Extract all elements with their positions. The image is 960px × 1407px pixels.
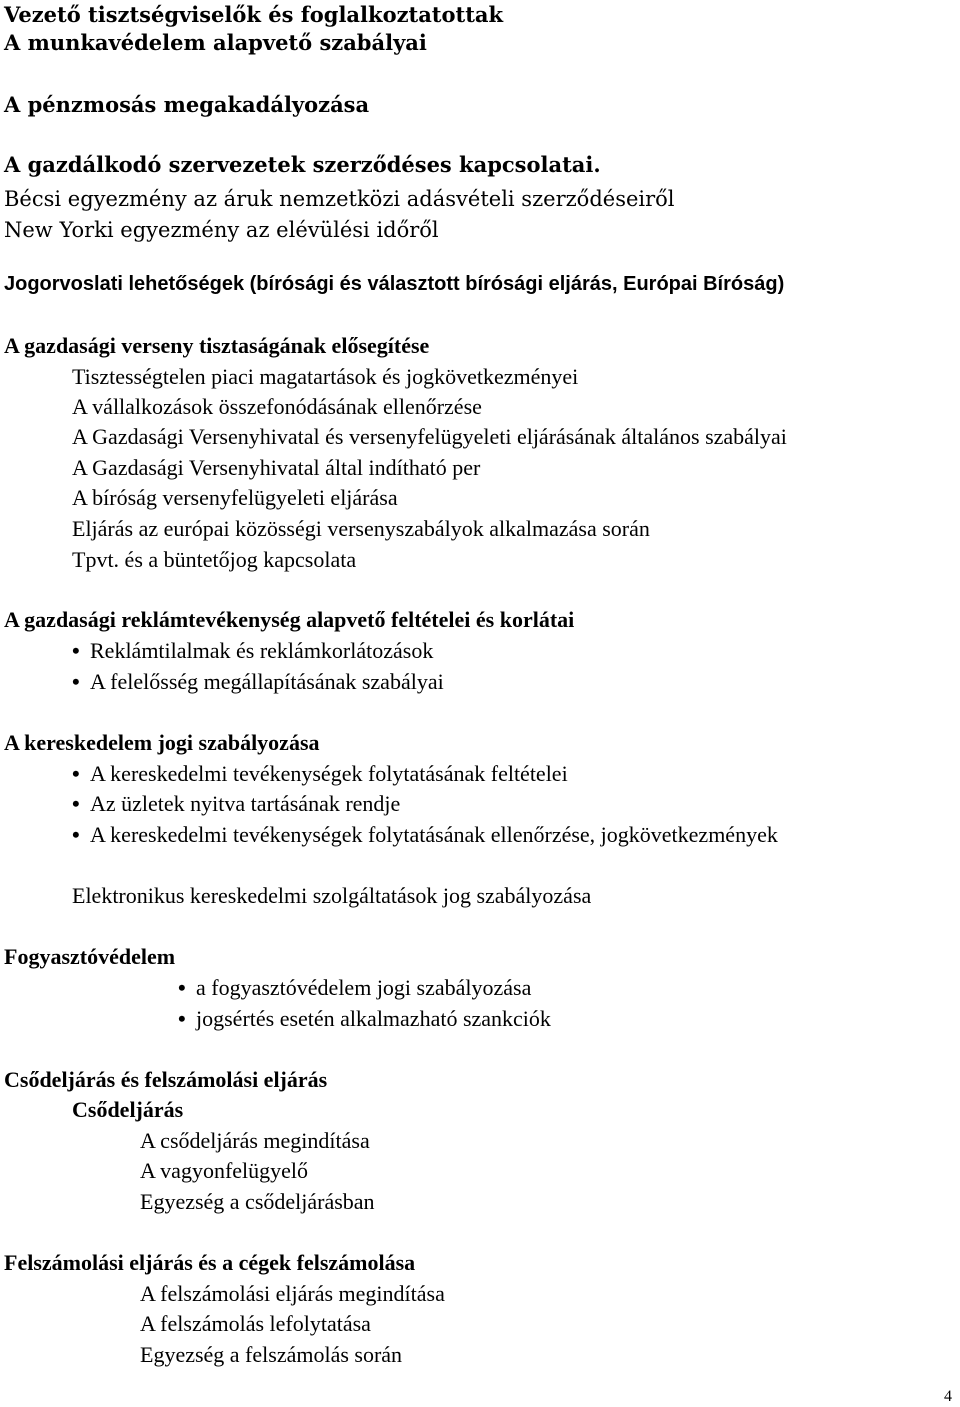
competition-item: Eljárás az európai közösségi versenyszabályok alkalmazása során <box>72 516 650 541</box>
bullet-text: a fogyasztóvédelem jogi szabályozása <box>196 975 532 1000</box>
liquidation-item: A felszámolás lefolytatása <box>140 1311 371 1336</box>
bullet-icon: • <box>72 822 80 847</box>
advertising-bullet-item <box>72 667 444 697</box>
bullet-text: A felelősség megállapításának szabályai <box>90 669 444 694</box>
bankruptcy-heading: Csődeljárás és felszámolási eljárás <box>4 1067 328 1092</box>
consumer-bullet-item <box>178 973 531 1003</box>
line-vienna-convention: Bécsi egyezmény az áruk nemzetközi adásvételi szerződéseiről <box>4 187 675 211</box>
competition-heading: A gazdasági verseny tisztaságának elősegítése <box>4 333 430 358</box>
trade-heading: A kereskedelem jogi szabályozása <box>4 730 320 755</box>
line-contracts: A gazdálkodó szervezetek szerződéses kapcsolatai. <box>4 152 601 177</box>
bullet-icon: • <box>178 1006 186 1031</box>
advertising-bullet-item <box>72 636 433 666</box>
page-number: 4 <box>944 1388 952 1405</box>
competition-item: A vállalkozások összefonódásának ellenőrzése <box>72 394 482 419</box>
line-money-laundering: A pénzmosás megakadályozása <box>4 92 370 117</box>
competition-item: A bíróság versenyfelügyeleti eljárása <box>72 485 398 510</box>
bankruptcy-item: A csődeljárás megindítása <box>140 1128 370 1153</box>
consumer-bullet-item <box>178 1004 551 1034</box>
bullet-icon: • <box>72 761 80 786</box>
bullet-icon: • <box>72 669 80 694</box>
bullet-icon: • <box>178 975 186 1000</box>
liquidation-item: Egyezség a felszámolás során <box>140 1342 403 1367</box>
trade-bullet-item <box>72 820 778 850</box>
competition-item: A Gazdasági Versenyhivatal által indítható per <box>72 455 481 480</box>
bullet-icon: • <box>72 638 80 663</box>
consumer-heading: Fogyasztóvédelem <box>4 944 176 969</box>
liquidation-heading: Felszámolási eljárás és a cégek felszámolása <box>4 1250 416 1275</box>
bankruptcy-item: Egyezség a csődeljárásban <box>140 1189 375 1214</box>
bankruptcy-item: A vagyonfelügyelő <box>140 1158 309 1183</box>
competition-item: A Gazdasági Versenyhivatal és versenyfelügyeleti eljárásának általános szabályai <box>72 424 787 449</box>
advertising-heading: A gazdasági reklámtevékenység alapvető feltételei és korlátai <box>4 607 575 632</box>
competition-item: Tpvt. és a büntetőjog kapcsolata <box>72 547 357 572</box>
line-officers: Vezető tisztségviselők és foglalkoztatottak <box>4 2 504 27</box>
trade-bullet-item <box>72 789 400 819</box>
bullet-text: A kereskedelmi tevékenységek folytatásának ellenőrzése, jogkövetkezmények <box>90 822 778 847</box>
trade-bullet-item <box>72 759 568 789</box>
bullet-text: Reklámtilalmak és reklámkorlátozások <box>90 638 434 663</box>
bullet-text: jogsértés esetén alkalmazható szankciók <box>196 1006 551 1031</box>
liquidation-item: A felszámolási eljárás megindítása <box>140 1281 445 1306</box>
line-new-york-convention: New Yorki egyezmény az elévülési időről <box>4 218 439 242</box>
competition-item: Tisztességtelen piaci magatartások és jogkövetkezményei <box>72 364 579 389</box>
remedies-text: Jogorvoslati lehetőségek (bírósági és választott bírósági eljárás, Európai Bíróság) <box>4 273 785 295</box>
bullet-text: A kereskedelmi tevékenységek folytatásának feltételei <box>90 761 568 786</box>
line-remedies <box>4 269 784 299</box>
bullet-text: Az üzletek nyitva tartásának rendje <box>90 791 401 816</box>
ecommerce-line: Elektronikus kereskedelmi szolgáltatások jog szabályozása <box>72 883 592 908</box>
line-workplace-safety: A munkavédelem alapvető szabályai <box>4 30 427 55</box>
bankruptcy-subheading: Csődeljárás <box>72 1097 184 1122</box>
bullet-icon: • <box>72 791 80 816</box>
